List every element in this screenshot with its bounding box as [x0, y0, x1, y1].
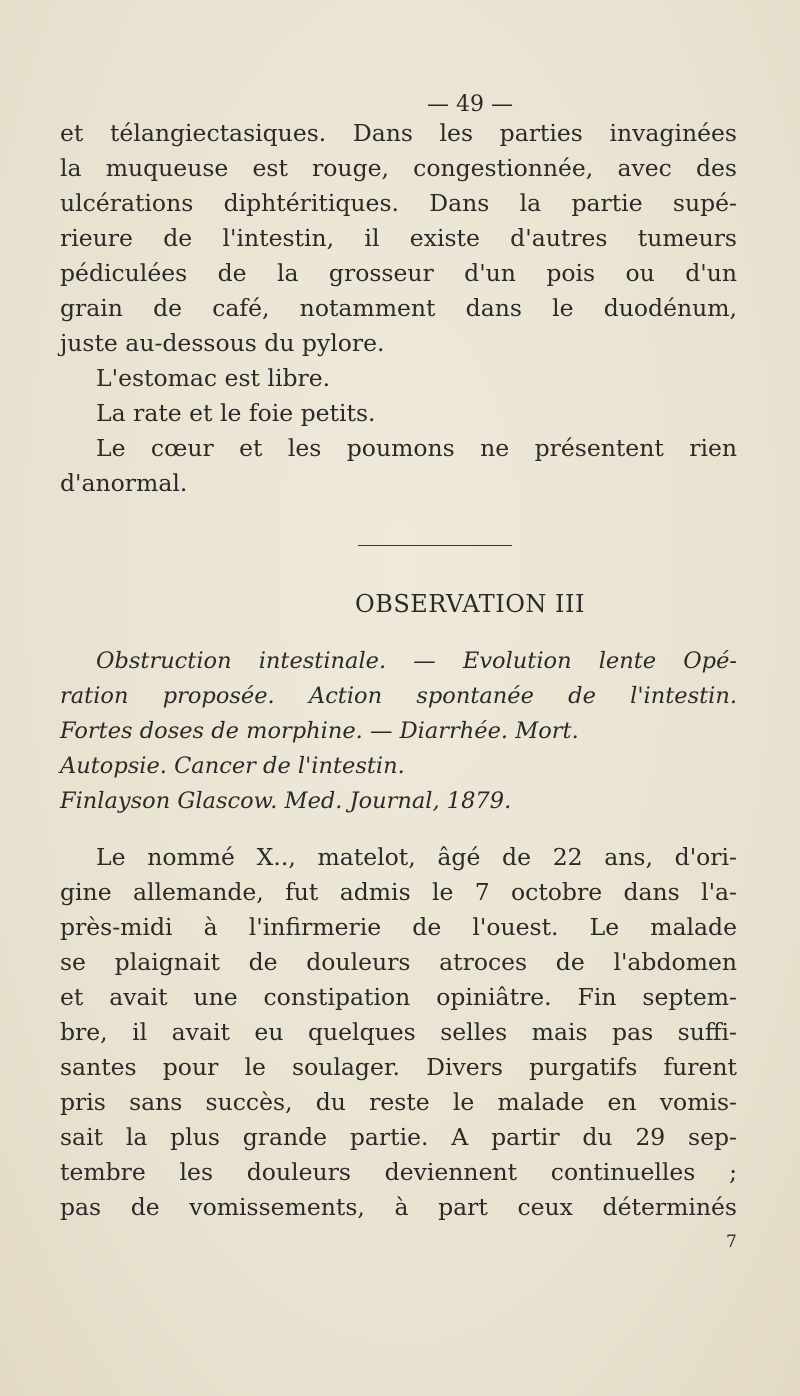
text-line: pris sans succès, du reste le malade en vomis-: [60, 1088, 737, 1116]
text-line: rieure de l'intestin, il existe d'autres tumeurs: [60, 224, 737, 252]
summary-line: Fortes doses de morphine. — Diarrhée. Mort.: [60, 718, 579, 744]
signature-mark: 7: [726, 1232, 737, 1252]
text-line: et télangiectasiques. Dans les parties invaginées: [60, 119, 737, 147]
summary-line: ration proposée. Action spontanée de l'intestin.: [60, 683, 737, 709]
text-line: bre, il avait eu quelques selles mais pas suffi-: [60, 1018, 737, 1046]
summary-line: Obstruction intestinale. — Evolution lente Opé-: [96, 648, 737, 674]
text-line: pas de vomissements, à part ceux déterminés: [60, 1193, 737, 1221]
text-line: d'anormal.: [60, 469, 188, 497]
text-line: santes pour le soulager. Divers purgatifs furent: [60, 1053, 737, 1081]
text-line: tembre les douleurs deviennent continuelles ;: [60, 1158, 737, 1186]
text-line: sait la plus grande partie. A partir du 29 sep-: [60, 1123, 737, 1151]
text-line: Le nommé X.., matelot, âgé de 22 ans, d'ori-: [96, 843, 737, 871]
text-line: La rate et le foie petits.: [96, 399, 376, 427]
text-line: grain de café, notamment dans le duodénum,: [60, 294, 737, 322]
text-line: près-midi à l'infirmerie de l'ouest. Le malade: [60, 913, 737, 941]
citation: Finlayson Glascow. Med. Journal, 1879.: [60, 788, 512, 814]
text-line: ulcérations diphtéritiques. Dans la partie supé-: [60, 189, 737, 217]
text-line: et avait une constipation opiniâtre. Fin septem-: [60, 983, 737, 1011]
text-line: la muqueuse est rouge, congestionnée, avec des: [60, 154, 737, 182]
text-line: L'estomac est libre.: [96, 364, 331, 392]
summary-line: Autopsie. Cancer de l'intestin.: [60, 753, 405, 779]
section-heading: OBSERVATION III: [355, 590, 585, 618]
page-number: — 49 —: [427, 92, 513, 117]
text-line: Le cœur et les poumons ne présentent rien: [96, 434, 737, 462]
text-line: se plaignait de douleurs atroces de l'abdomen: [60, 948, 737, 976]
text-line: gine allemande, fut admis le 7 octobre dans l'a-: [60, 878, 737, 906]
text-line: juste au-dessous du pylore.: [60, 329, 385, 357]
section-divider: [358, 545, 512, 546]
text-line: pédiculées de la grosseur d'un pois ou d'un: [60, 259, 737, 287]
